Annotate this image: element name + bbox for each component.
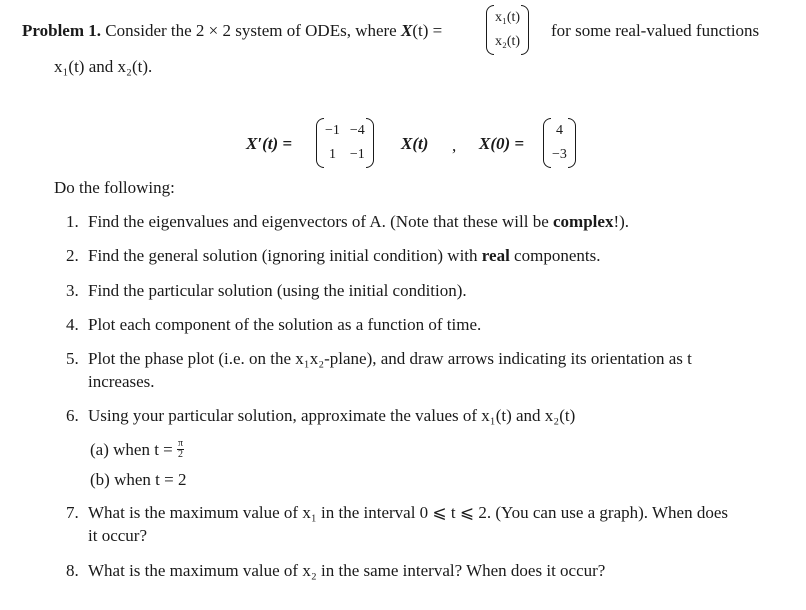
problem-intro-line2: x₁(t) and x₂(t).: [54, 57, 153, 76]
initial-condition-lhs-text: X(0) =: [479, 134, 525, 153]
subtask-label: (a): [90, 440, 109, 459]
task-number: 2.: [66, 246, 79, 265]
t-argument: (t) =: [412, 21, 443, 40]
initial-condition-lhs: [479, 134, 524, 154]
task-number: 3.: [66, 281, 79, 300]
task-item-4: [66, 315, 481, 335]
task-item-5: [66, 349, 692, 369]
task-text: Find the eigenvalues and eigenvectors of A. (Note that these will be: [88, 212, 554, 231]
problem-intro-tail: for some real-valued functions: [551, 21, 760, 40]
x-column-vector: [486, 5, 529, 55]
problem-intro-text: Consider the 2 × 2 system of ODEs, where: [105, 21, 397, 40]
initial-condition-vector: [543, 118, 576, 168]
subtask-a: [90, 437, 184, 462]
task-number: 5.: [66, 349, 79, 368]
task-number: 4.: [66, 315, 79, 334]
task-item-5-continued: increases.: [88, 372, 155, 391]
task-item-6: [66, 406, 575, 426]
task-item-8: [66, 561, 605, 581]
right-paren: [568, 118, 576, 168]
task-text: Find the general solution (ignoring initial condition) with: [88, 246, 482, 265]
subtask-text: when t = 2: [114, 470, 187, 489]
task-emphasis: real: [481, 246, 510, 265]
pi-over-two-fraction: [177, 439, 184, 460]
x-vector-symbol: X: [400, 21, 413, 40]
coefficient-matrix: [316, 118, 374, 168]
task-text: What is the maximum value of x₁ in the interval 0 ⩽ t ⩽ 2. (You can use a graph). When does: [88, 503, 728, 522]
task-emphasis: complex: [553, 212, 614, 231]
task-item-3: [66, 281, 467, 301]
task-item-1: [66, 212, 629, 232]
task-text: Plot the phase plot (i.e. on the x₁x₂-plane), and draw arrows indicating its orientation as t: [88, 349, 692, 368]
equation-lhs-text: X′(t) =: [246, 134, 293, 153]
task-text-tail: !).: [613, 212, 630, 231]
equation-comma: ,: [452, 136, 457, 155]
ic-entry-2: −3: [552, 146, 567, 162]
task-text: Plot each component of the solution as a function of time.: [88, 315, 482, 334]
fraction-numerator: π: [178, 437, 184, 449]
vector-entry-x1: x₁(t): [495, 10, 521, 26]
instructions: Do the following:: [54, 178, 175, 197]
left-paren: [543, 118, 551, 168]
matrix-entry-22: −1: [349, 146, 365, 162]
task-number: 8.: [66, 561, 79, 580]
subtask-text: when t =: [113, 440, 173, 459]
subtask-b: [90, 470, 186, 490]
equation-mid-text: X(t): [401, 134, 429, 153]
task-item-7: [66, 503, 728, 523]
task-number: 1.: [66, 212, 79, 231]
task-text-tail: components.: [509, 246, 601, 265]
left-paren: [486, 5, 494, 55]
equation-mid: [401, 134, 428, 154]
ic-entry-1: 4: [555, 123, 563, 139]
vector-entry-x2: x₂(t): [495, 33, 521, 49]
task-number: 7.: [66, 503, 79, 522]
right-paren: [521, 5, 529, 55]
equation-lhs: [246, 134, 292, 154]
problem-label: Problem 1.: [22, 21, 102, 40]
fraction-denominator: 2: [178, 448, 184, 460]
task-item-7-continued: it occur?: [88, 526, 147, 545]
subtask-label: (b): [90, 470, 110, 489]
problem-intro-line1: [22, 21, 442, 41]
matrix-entry-21: 1: [328, 146, 336, 162]
matrix-entry-12: −4: [349, 123, 365, 139]
task-text: Find the particular solution (using the initial condition).: [88, 281, 467, 300]
left-paren: [316, 118, 324, 168]
task-number: 6.: [66, 406, 79, 425]
matrix-entry-11: −1: [325, 123, 340, 139]
task-text: What is the maximum value of x₂ in the same interval? When does it occur?: [88, 561, 606, 580]
task-item-2: [66, 246, 600, 266]
task-text: Using your particular solution, approximate the values of x₁(t) and x₂(t): [88, 406, 576, 425]
right-paren: [366, 118, 374, 168]
